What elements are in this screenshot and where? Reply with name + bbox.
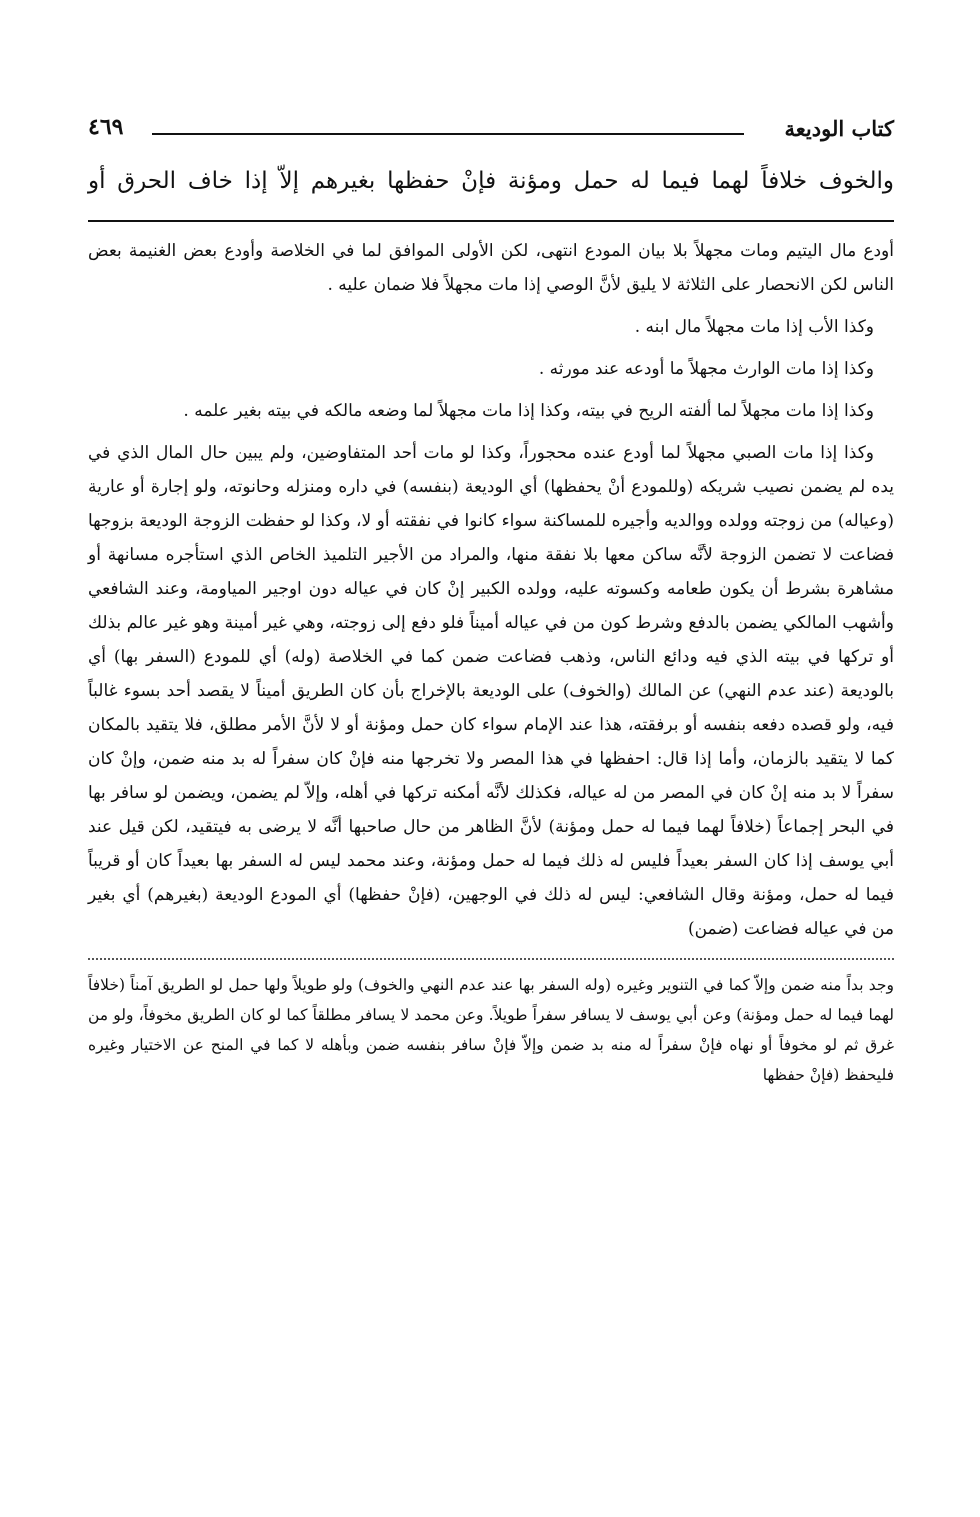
footnotes: [88, 970, 894, 1090]
commentary-paragraph: وكذا الأب إذا مات مجهلاً مال ابنه .: [634, 317, 874, 337]
page: [88, 110, 894, 1090]
header-rule: [152, 133, 744, 135]
running-header: [88, 110, 894, 154]
matn-text: والخوف خلافاً لهما فيما له حمل ومؤنة فإنْ حفظها بغيرهم إلاّ إذا خاف الحرق أو: [88, 168, 894, 194]
commentary-paragraph: وكذا إذا مات مجهلاً لما ألفته الريح في بيته، وكذا إذا مات مجهلاً لما وضعه مالكه في بيته بغير علمه .: [183, 401, 874, 421]
footnote-text: وجد بداً منه ضمن وإلاّ كما في التنوير وغيره (وله السفر بها عند عدم النهي والخوف) ولو طويلاً ولها حمل لو الطريق آمناً (خلافاً لهما فيما له حمل ومؤنة) وعن أبي يوسف لا يسافر سفراً طويلاً. وعن محمد لا يسافر مطلقاً كما لو كان الطريق مخوفاً، ولو من غرق ثم لو مخوفاً أو نهاه فإنْ سفراً له منه بد ضمن وإلاّ فإنْ سافر بنفسه ضمن وبأهله لا كما في المنح عن الاختيار وغيره فليحفظ (فإنْ حفظها: [88, 976, 894, 1084]
separator-rule: [88, 220, 894, 222]
commentary-paragraph: وكذا إذا مات الوارث مجهلاً ما أودعه عند مورثه .: [538, 359, 874, 379]
page-number: ٤٦٩: [88, 114, 124, 140]
dotted-separator: [88, 958, 894, 960]
header-title: كتاب الوديعة: [784, 116, 894, 141]
commentary: [88, 234, 894, 946]
commentary-paragraph: وكذا إذا مات الصبي مجهلاً لما أودع عنده محجوراً، وكذا لو مات أحد المتفاوضين، ولم يبين حال المال الذي في يده لم يضمن نصيب شريكه (وللمودع أنْ يحفظها) أي الوديعة (بنفسه) في داره ومنزله وحانوته، ولو إجارة أو عارية (وعياله) من زوجته وولده ووالديه وأجيره للمساكنة سواء كانوا في نفقته أو لا، وكذا لو حفظت الزوجة الوديعة بزوجها فضاعت لا تضمن الزوجة لأنَّه ساكن معها بلا نفقة منها، والمراد من الأجير التلميذ الخاص الذي استأجره مسانهة أو مشاهرة بشرط أن يكون طعامه وكسوته عليه، وولده الكبير إنْ كان في عياله دون اوجير المياومة، وعند الشافعي وأشهب المالكي يضمن بالدفع وشرط كون من في عياله أميناً فلو دفع إلى زوجته، وهي غير أمينة وهو غير عالم بذلك أو تركها في بيته الذي فيه ودائع الناس، وذهب فضاعت ضمن كما في الخلاصة (وله) أي للمودع (السفر بها) أي بالوديعة (عند عدم النهي) عن المالك (والخوف) على الوديعة بالإخراج بأن كان الطريق أميناً لا يقصد أحد بسوء غالباً فيه، ولو قصده دفعه بنفسه أو برفقته، هذا عند الإمام سواء كان حمل ومؤنة أو لا لأنَّ الأمر مطلق، فلا يتقيد بالمكان كما لا يتقيد بالزمان، وأما إذا قال: احفظها في هذا المصر ولا تخرجها منه فإنْ كان سفراً له بد منه ضمن، وإنْ كان سفراً لا بد منه إنْ كان في المصر من له عياله، فكذلك لأنَّه أمكنه تركها في أهله، وإلاّ لم يضمن، ويضمن لو سافر بها في البحر إجماعاً (خلافاً لهما فيما له حمل ومؤنة) لأنَّ الظاهر من حال صاحبها أنَّه لا يرضى به فيتقيد، لكن قيل عند أبي يوسف إذا كان السفر بعيداً فليس له ذلك فيما له حمل ومؤنة، وعند محمد ليس له السفر بها بعيداً كان أو قريباً فيما له حمل، ومؤنة وقال الشافعي: ليس له ذلك في الوجهين، (فإنْ حفظها) أي المودع الوديعة (بغيرهم) أي بغير من في عياله فضاعت (ضمن): [88, 443, 894, 939]
commentary-paragraph: أودع مال اليتيم ومات مجهلاً بلا بيان المودع انتهى، لكن الأولى الموافق لما في الخلاصة وأودع بعض الغنيمة بعض الناس لكن الانحصار على الثلاثة لا يليق لأنَّ الوصي إذا مات مجهلاً فلا ضمان عليه .: [88, 241, 894, 295]
